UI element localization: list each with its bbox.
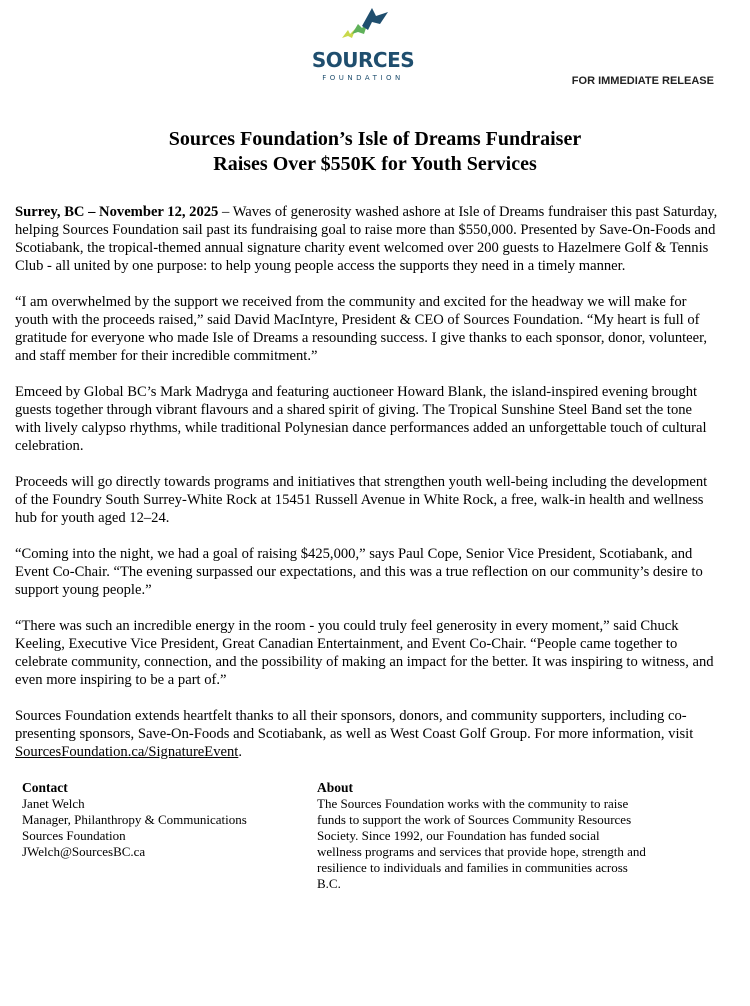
- about-line: funds to support the work of Sources Community Resources: [317, 812, 632, 827]
- headline: [0, 127, 750, 177]
- logo-wordmark: SOURCES: [311, 48, 415, 72]
- paragraph-6: “There was such an incredible energy in the room - you could truly feel generosity in every moment,” said Chuck Keeling, Executive Vice President, Great Canadian Entertainment, and Event Co-Chair. “People came together to celebrate community, connection, and the possibility of making an impact for the better. It was inspiring to witness, and even more inspiring to be a part of.”: [15, 618, 714, 688]
- about-line: B.C.: [317, 876, 341, 891]
- sources-foundation-logo: [300, 4, 430, 84]
- contact-org: Sources Foundation: [22, 828, 126, 843]
- about-heading: About: [317, 780, 354, 795]
- paragraph-5: “Coming into the night, we had a goal of raising $425,000,” says Paul Cope, Senior Vice President, Scotiabank, and Event Co-Chair. “The evening surpassed our expectations, and this was a true reflection on our community’s desire to support young people.”: [15, 546, 703, 598]
- contact-heading: Contact: [22, 780, 68, 795]
- paragraph-2: “I am overwhelmed by the support we received from the community and excited for the headway we will make for youth with the proceeds raised,” said David MacIntyre, President & CEO of Sources Foundation. “My heart is full of gratitude for everyone who made Isle of Dreams a resounding success. I give thanks to each sponsor, donor, volunteer, and staff member for their incredible commitment.”: [15, 294, 708, 364]
- about-line: Society. Since 1992, our Foundation has funded social: [317, 828, 600, 843]
- about-block: [317, 780, 677, 892]
- about-line: wellness programs and services that provide hope, strength and: [317, 844, 646, 859]
- about-line: The Sources Foundation works with the community to raise: [317, 796, 629, 811]
- paragraph-7-end: .: [238, 744, 242, 760]
- paragraph-1: [15, 203, 720, 275]
- headline-line-1: Sources Foundation’s Isle of Dreams Fundraiser: [168, 128, 582, 150]
- paragraph-1-text: – Waves of generosity washed ashore at Isle of Dreams fundraiser this past Saturday, helping Sources Foundation sail past its fundraising goal to raise more than $550,000. Presented by Save-On-Foods and Scotiabank, the tropical-themed annual signature charity event welcomed over 200 guests to Hazelmere Golf & Tennis Club - all united by one purpose: to help young people access the supports they need in a timely manner.: [15, 204, 718, 274]
- contact-title: Manager, Philanthropy & Communications: [22, 812, 247, 827]
- paragraph-7: [15, 707, 720, 761]
- paragraph-3: Emceed by Global BC’s Mark Madryga and featuring auctioneer Howard Blank, the island-inspired evening brought guests together through vibrant flavours and a shared spirit of giving. The Tropical Sunshine Steel Band set the tone with lively calypso rhythms, while traditional Polynesian dance performances added an unforgettable touch of cultural celebration.: [15, 384, 707, 454]
- contact-name: Janet Welch: [22, 796, 85, 811]
- contact-block: [22, 780, 292, 860]
- birds-icon: [336, 4, 392, 48]
- about-line: resilience to individuals and families in communities across: [317, 860, 628, 875]
- paragraph-7-text: Sources Foundation extends heartfelt thanks to all their sponsors, donors, and community supporters, including co-presenting sponsors, Save-On-Foods and Scotiabank, as well as West Coast Golf Group. For more information, visit: [15, 708, 694, 742]
- signature-event-link[interactable]: SourcesFoundation.ca/SignatureEvent: [15, 744, 239, 760]
- paragraph-4: Proceeds will go directly towards programs and initiatives that strengthen youth well-being including the development of the Foundry South Surrey-White Rock at 15451 Russell Avenue in White Rock, a free, walk-in health and wellness hub for youth aged 12–24.: [15, 474, 708, 526]
- release-label: FOR IMMEDIATE RELEASE: [571, 75, 714, 87]
- contact-email[interactable]: JWelch@SourcesBC.ca: [22, 844, 146, 859]
- logo-subtitle: FOUNDATION: [322, 74, 404, 82]
- dateline: Surrey, BC – November 12, 2025: [15, 204, 219, 220]
- headline-line-2: Raises Over $550K for Youth Services: [213, 153, 537, 175]
- press-release-body: [15, 203, 720, 779]
